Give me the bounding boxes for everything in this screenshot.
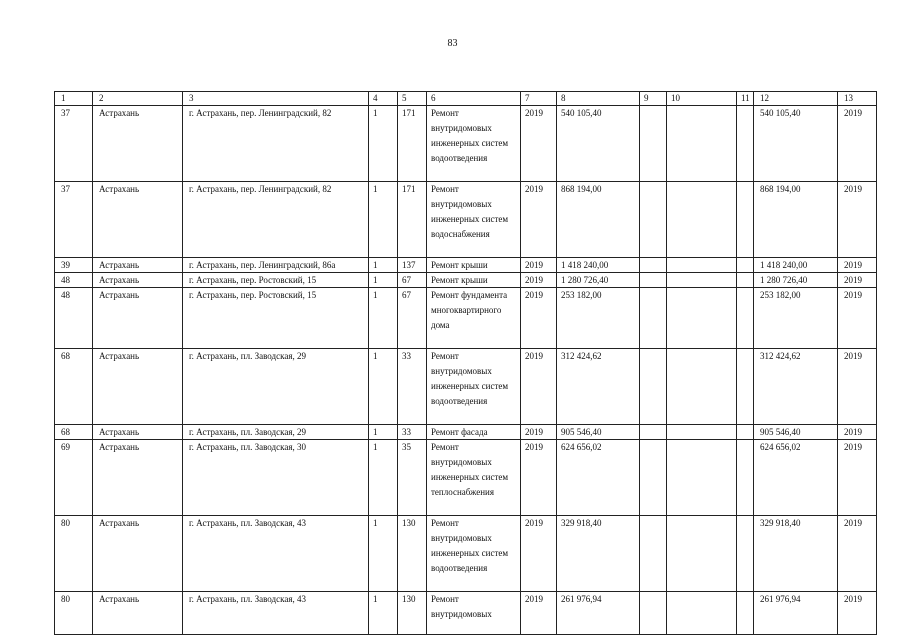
table-cell: 48 xyxy=(55,273,93,288)
table-cell: г. Астрахань, пер. Ленинградский, 86а xyxy=(183,258,369,273)
table-cell: 1 280 726,40 xyxy=(557,273,640,288)
table-cell: 624 656,02 xyxy=(754,440,838,516)
table-cell: 171 xyxy=(398,106,427,182)
table-cell: Астрахань xyxy=(93,516,183,592)
table-cell: 2019 xyxy=(838,440,877,516)
table-cell xyxy=(640,106,667,182)
table-cell: Ремонт крыши xyxy=(427,258,521,273)
table-header-row xyxy=(55,92,877,106)
header-cell: 11 xyxy=(737,92,754,106)
table-cell xyxy=(667,516,737,592)
table-cell: Ремонт фасада xyxy=(427,425,521,440)
table-cell: Астрахань xyxy=(93,349,183,425)
table-cell: Ремонт внутридомовых инженерных систем водоотведения xyxy=(427,349,521,425)
table-cell: 253 182,00 xyxy=(557,288,640,349)
table-cell: 2019 xyxy=(838,425,877,440)
table-cell xyxy=(667,425,737,440)
table-cell xyxy=(640,516,667,592)
table-cell: 2019 xyxy=(838,516,877,592)
table-row xyxy=(55,106,877,182)
repair-schedule-table xyxy=(54,91,877,635)
table-cell: 329 918,40 xyxy=(754,516,838,592)
table-row xyxy=(55,592,877,635)
table-cell: 80 xyxy=(55,592,93,635)
table-cell xyxy=(667,182,737,258)
table-cell: 2019 xyxy=(521,273,557,288)
table-cell: 35 xyxy=(398,440,427,516)
table-cell: 2019 xyxy=(838,288,877,349)
table-row xyxy=(55,440,877,516)
header-cell: 3 xyxy=(183,92,369,106)
table-cell: Астрахань xyxy=(93,592,183,635)
table-cell: Ремонт внутридомовых инженерных систем водоснабжения xyxy=(427,182,521,258)
table-cell: 540 105,40 xyxy=(557,106,640,182)
table-cell: 1 xyxy=(369,440,398,516)
table-body xyxy=(55,92,877,635)
table-cell: 137 xyxy=(398,258,427,273)
table-cell: 2019 xyxy=(838,349,877,425)
table-cell: 48 xyxy=(55,288,93,349)
table-row xyxy=(55,258,877,273)
table-cell: 1 xyxy=(369,258,398,273)
table-cell: г. Астрахань, пер. Ростовский, 15 xyxy=(183,273,369,288)
table-cell: 868 194,00 xyxy=(557,182,640,258)
table-cell: Ремонт внутридомовых xyxy=(427,592,521,635)
table-cell: 905 546,40 xyxy=(754,425,838,440)
table-cell: 1 418 240,00 xyxy=(557,258,640,273)
header-cell: 8 xyxy=(557,92,640,106)
table-cell: 68 xyxy=(55,349,93,425)
table-cell: 2019 xyxy=(521,349,557,425)
table-cell: Астрахань xyxy=(93,182,183,258)
table-cell xyxy=(737,592,754,635)
table-cell: Астрахань xyxy=(93,273,183,288)
table-cell: 1 xyxy=(369,516,398,592)
table-cell: 2019 xyxy=(521,425,557,440)
table-cell xyxy=(667,258,737,273)
table-cell xyxy=(640,425,667,440)
header-cell: 13 xyxy=(838,92,877,106)
table-cell: 33 xyxy=(398,425,427,440)
table-cell: 2019 xyxy=(838,106,877,182)
table-cell: Астрахань xyxy=(93,106,183,182)
table-cell: Астрахань xyxy=(93,288,183,349)
table-cell xyxy=(640,288,667,349)
table-cell: 39 xyxy=(55,258,93,273)
table-cell xyxy=(737,182,754,258)
table-cell xyxy=(737,349,754,425)
table-cell: 905 546,40 xyxy=(557,425,640,440)
table-cell: 2019 xyxy=(521,288,557,349)
table-cell: 1 xyxy=(369,106,398,182)
table-cell: г. Астрахань, пл. Заводская, 43 xyxy=(183,592,369,635)
table-row xyxy=(55,182,877,258)
header-cell: 5 xyxy=(398,92,427,106)
table-cell: Ремонт фундамента многоквартирного дома xyxy=(427,288,521,349)
table-cell: г. Астрахань, пер. Ленинградский, 82 xyxy=(183,106,369,182)
table-cell xyxy=(737,440,754,516)
table-cell: 261 976,94 xyxy=(557,592,640,635)
table-cell: 868 194,00 xyxy=(754,182,838,258)
table-cell: г. Астрахань, пл. Заводская, 29 xyxy=(183,425,369,440)
table-cell: 261 976,94 xyxy=(754,592,838,635)
table-cell: г. Астрахань, пл. Заводская, 29 xyxy=(183,349,369,425)
table-cell: 2019 xyxy=(838,258,877,273)
table-cell xyxy=(640,273,667,288)
table-cell xyxy=(667,349,737,425)
table-cell: 1 xyxy=(369,182,398,258)
table-cell xyxy=(667,106,737,182)
table-cell: 80 xyxy=(55,516,93,592)
table-cell xyxy=(737,288,754,349)
table-cell: Ремонт внутридомовых инженерных систем водоотведения xyxy=(427,106,521,182)
header-cell: 12 xyxy=(754,92,838,106)
table-cell xyxy=(667,273,737,288)
header-cell: 7 xyxy=(521,92,557,106)
table-cell xyxy=(737,425,754,440)
table-cell xyxy=(640,182,667,258)
table-cell: 37 xyxy=(55,182,93,258)
table-cell: 171 xyxy=(398,182,427,258)
table-cell: 130 xyxy=(398,516,427,592)
table-cell: 67 xyxy=(398,273,427,288)
table-cell: 1 xyxy=(369,288,398,349)
table-cell: Ремонт внутридомовых инженерных систем теплоснабжения xyxy=(427,440,521,516)
table-cell: 2019 xyxy=(521,106,557,182)
table-cell: Ремонт крыши xyxy=(427,273,521,288)
header-cell: 10 xyxy=(667,92,737,106)
table-cell xyxy=(737,106,754,182)
table-row xyxy=(55,349,877,425)
table-cell xyxy=(737,273,754,288)
table-cell xyxy=(737,516,754,592)
table-cell: 1 xyxy=(369,592,398,635)
table-cell: 1 xyxy=(369,425,398,440)
table-cell: Ремонт внутридомовых инженерных систем водоотведения xyxy=(427,516,521,592)
header-cell: 2 xyxy=(93,92,183,106)
table-cell: 68 xyxy=(55,425,93,440)
table-cell xyxy=(640,349,667,425)
table-cell xyxy=(737,258,754,273)
table-cell: 33 xyxy=(398,349,427,425)
table-cell: 37 xyxy=(55,106,93,182)
table-cell: Астрахань xyxy=(93,258,183,273)
table-cell: 2019 xyxy=(521,182,557,258)
table-cell: 2019 xyxy=(838,592,877,635)
table-cell: г. Астрахань, пл. Заводская, 43 xyxy=(183,516,369,592)
table-cell: 2019 xyxy=(521,592,557,635)
table-cell: 624 656,02 xyxy=(557,440,640,516)
table-cell xyxy=(667,440,737,516)
table-row xyxy=(55,288,877,349)
table-cell xyxy=(667,288,737,349)
table-cell: 2019 xyxy=(521,258,557,273)
header-cell: 9 xyxy=(640,92,667,106)
table-cell: 540 105,40 xyxy=(754,106,838,182)
table-cell: г. Астрахань, пер. Ростовский, 15 xyxy=(183,288,369,349)
table-row xyxy=(55,425,877,440)
table-cell xyxy=(640,258,667,273)
table-cell: 67 xyxy=(398,288,427,349)
table-cell: 329 918,40 xyxy=(557,516,640,592)
table-cell: 2019 xyxy=(521,440,557,516)
table-cell: 1 418 240,00 xyxy=(754,258,838,273)
table-cell: г. Астрахань, пл. Заводская, 30 xyxy=(183,440,369,516)
header-cell: 4 xyxy=(369,92,398,106)
table-cell: 1 xyxy=(369,349,398,425)
table-cell: 2019 xyxy=(521,516,557,592)
table-cell: Астрахань xyxy=(93,425,183,440)
table-cell: 2019 xyxy=(838,182,877,258)
table-row xyxy=(55,516,877,592)
table-cell xyxy=(640,592,667,635)
table-cell: г. Астрахань, пер. Ленинградский, 82 xyxy=(183,182,369,258)
table-cell: 2019 xyxy=(838,273,877,288)
table-row xyxy=(55,273,877,288)
table-cell: 312 424,62 xyxy=(754,349,838,425)
header-cell: 1 xyxy=(55,92,93,106)
table-cell: 130 xyxy=(398,592,427,635)
page-number: 83 xyxy=(447,38,458,49)
table-cell: 69 xyxy=(55,440,93,516)
header-cell: 6 xyxy=(427,92,521,106)
table-cell: Астрахань xyxy=(93,440,183,516)
table-cell xyxy=(640,440,667,516)
table-cell: 1 280 726,40 xyxy=(754,273,838,288)
table-cell: 312 424,62 xyxy=(557,349,640,425)
table-cell: 253 182,00 xyxy=(754,288,838,349)
table-cell xyxy=(667,592,737,635)
table-cell: 1 xyxy=(369,273,398,288)
